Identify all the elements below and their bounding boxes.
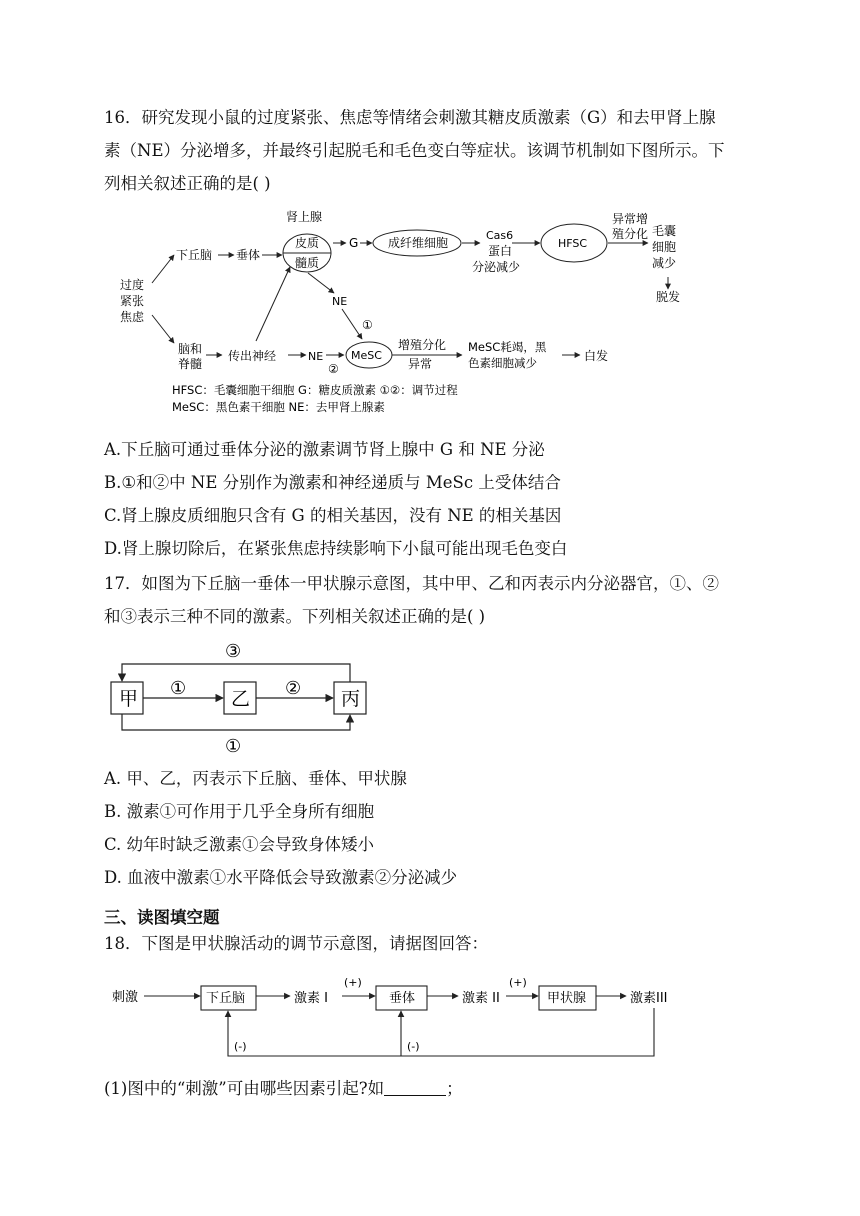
q16-ne-bottom: NE bbox=[308, 350, 324, 363]
q18-stem: 18．下图是甲状腺活动的调节示意图，请据图回答： bbox=[104, 934, 488, 953]
q16-stem-line-1: 16．研究发现小鼠的过度紧张、焦虑等情绪会刺激其糖皮质激素（G）和去甲肾上腺 bbox=[104, 108, 716, 127]
q16-exhaust-2: 色素细胞减少 bbox=[468, 356, 537, 370]
q18-minus-2: (-) bbox=[407, 1040, 420, 1053]
q16-option-b: B.①和②中 NE 分别作为激素和神经递质与 MeSc 上受体结合 bbox=[104, 473, 561, 492]
q16-option-a: A.下丘脑可通过垂体分泌的激素调节肾上腺中 G 和 NE 分泌 bbox=[104, 440, 545, 459]
q17-hormone-2: ② bbox=[285, 678, 302, 699]
q16-option-c: C.肾上腺皮质细胞只含有 G 的相关基因，没有 NE 的相关基因 bbox=[104, 506, 562, 525]
q18-plus-1: (+) bbox=[344, 976, 362, 989]
q16-prolif-2: 异常 bbox=[408, 357, 433, 371]
q16-fibroblast: 成纤维细胞 bbox=[388, 236, 449, 250]
q16-follicle-1: 毛囊 bbox=[652, 224, 677, 238]
q16-adrenal: 肾上腺 bbox=[286, 210, 323, 224]
q16-prolif-1: 增殖分化 bbox=[398, 338, 447, 352]
q17-diagram bbox=[104, 634, 374, 758]
section-heading: 三、读图填空题 bbox=[104, 908, 220, 927]
q16-brain-1: 脑和 bbox=[178, 342, 203, 356]
q16-stress-1: 过度 bbox=[120, 278, 145, 292]
q16-abnormal-1: 异常增 bbox=[612, 212, 649, 226]
q18-subquestion-1 bbox=[104, 1075, 463, 1099]
q16-diagram bbox=[110, 205, 710, 420]
q18-hormone-3: 激素III bbox=[630, 991, 668, 1006]
q16-stem-line-3: 列相关叙述正确的是( ) bbox=[104, 174, 271, 193]
q18-pituitary: 垂体 bbox=[389, 991, 416, 1006]
q16-stress-2: 紧张 bbox=[120, 294, 145, 308]
q16-hfsc: HFSC bbox=[558, 237, 588, 250]
q18-hypothalamus: 下丘脑 bbox=[206, 991, 246, 1006]
q16-legend-1: HFSC：毛囊细胞干细胞 G：糖皮质激素 ①②：调节过程 bbox=[172, 383, 458, 397]
q16-efferent: 传出神经 bbox=[228, 349, 277, 363]
q18-hormone-2: 激素 II bbox=[462, 991, 500, 1006]
q16-brain-2: 脊髓 bbox=[178, 357, 203, 371]
q16-legend-2: MeSC：黑色素干细胞 NE：去甲肾上腺素 bbox=[172, 400, 385, 414]
q16-medulla: 髓质 bbox=[295, 256, 320, 270]
q17-hormone-1-bottom: ① bbox=[225, 736, 242, 757]
q16-follicle-2: 细胞 bbox=[652, 240, 677, 254]
q17-stem-line-1: 17．如图为下丘脑一垂体一甲状腺示意图，其中甲、乙和丙表示内分泌器官，①、② bbox=[104, 574, 719, 593]
q16-ne-top: NE bbox=[332, 295, 348, 308]
q17-stem-line-2: 和③表示三种不同的激素。下列相关叙述正确的是( ) bbox=[104, 607, 486, 626]
q18-sub1-prefix: (1)图中的“刺激”可由哪些因素引起?如 bbox=[104, 1079, 385, 1098]
q16-mesc: MeSC bbox=[351, 349, 382, 362]
q16-stem-line-2: 素（NE）分泌增多，并最终引起脱毛和毛色变白等症状。该调节机制如下图所示。下 bbox=[104, 141, 725, 160]
q16-cas6: Cas6 bbox=[486, 229, 514, 242]
q16-circle-1: ① bbox=[362, 318, 373, 332]
q17-option-c: C. 幼年时缺乏激素①会导致身体矮小 bbox=[104, 835, 375, 854]
q16-cas6-protein: 蛋白 bbox=[488, 244, 513, 258]
q17-option-a: A. 甲、乙，丙表示下丘脑、垂体、甲状腺 bbox=[104, 769, 407, 788]
q17-hormone-1: ① bbox=[170, 678, 187, 699]
q16-exhaust-1: MeSC耗竭，黑 bbox=[468, 340, 547, 354]
q18-hormone-1: 激素 I bbox=[294, 991, 328, 1006]
q16-abnormal-2: 殖分化 bbox=[612, 227, 649, 241]
q17-option-d: D. 血液中激素①水平降低会导致激素②分泌减少 bbox=[104, 868, 458, 887]
q18-thyroid: 甲状腺 bbox=[547, 991, 587, 1006]
q16-option-d: D.肾上腺切除后，在紧张焦虑持续影响下小鼠可能出现毛色变白 bbox=[104, 539, 568, 558]
q16-cas6-reduce: 分泌减少 bbox=[472, 260, 521, 274]
q16-pituitary: 垂体 bbox=[236, 248, 261, 262]
q18-sub1-blank[interactable] bbox=[384, 1079, 446, 1096]
q16-white-hair: 白发 bbox=[584, 349, 609, 363]
q18-stimulus: 刺激 bbox=[112, 990, 139, 1005]
q18-minus-1: (-) bbox=[234, 1040, 247, 1053]
q17-jia: 甲 bbox=[119, 688, 139, 710]
q17-yi: 乙 bbox=[231, 688, 251, 710]
q16-circle-2: ② bbox=[328, 362, 339, 376]
q17-hormone-3: ③ bbox=[225, 641, 242, 662]
q16-g: G bbox=[349, 236, 359, 250]
q16-cortex: 皮质 bbox=[295, 236, 320, 250]
q18-plus-2: (+) bbox=[509, 976, 527, 989]
q18-sub1-suffix: ； bbox=[446, 1079, 463, 1098]
q16-hypothalamus: 下丘脑 bbox=[176, 248, 213, 262]
q16-hair-loss: 脱发 bbox=[656, 290, 681, 304]
q17-bing: 丙 bbox=[341, 688, 361, 710]
q16-stress-3: 焦虑 bbox=[120, 310, 145, 324]
q18-diagram bbox=[108, 966, 688, 1060]
q16-follicle-3: 减少 bbox=[652, 256, 677, 270]
q17-option-b: B. 激素①可作用于几乎全身所有细胞 bbox=[104, 802, 375, 821]
